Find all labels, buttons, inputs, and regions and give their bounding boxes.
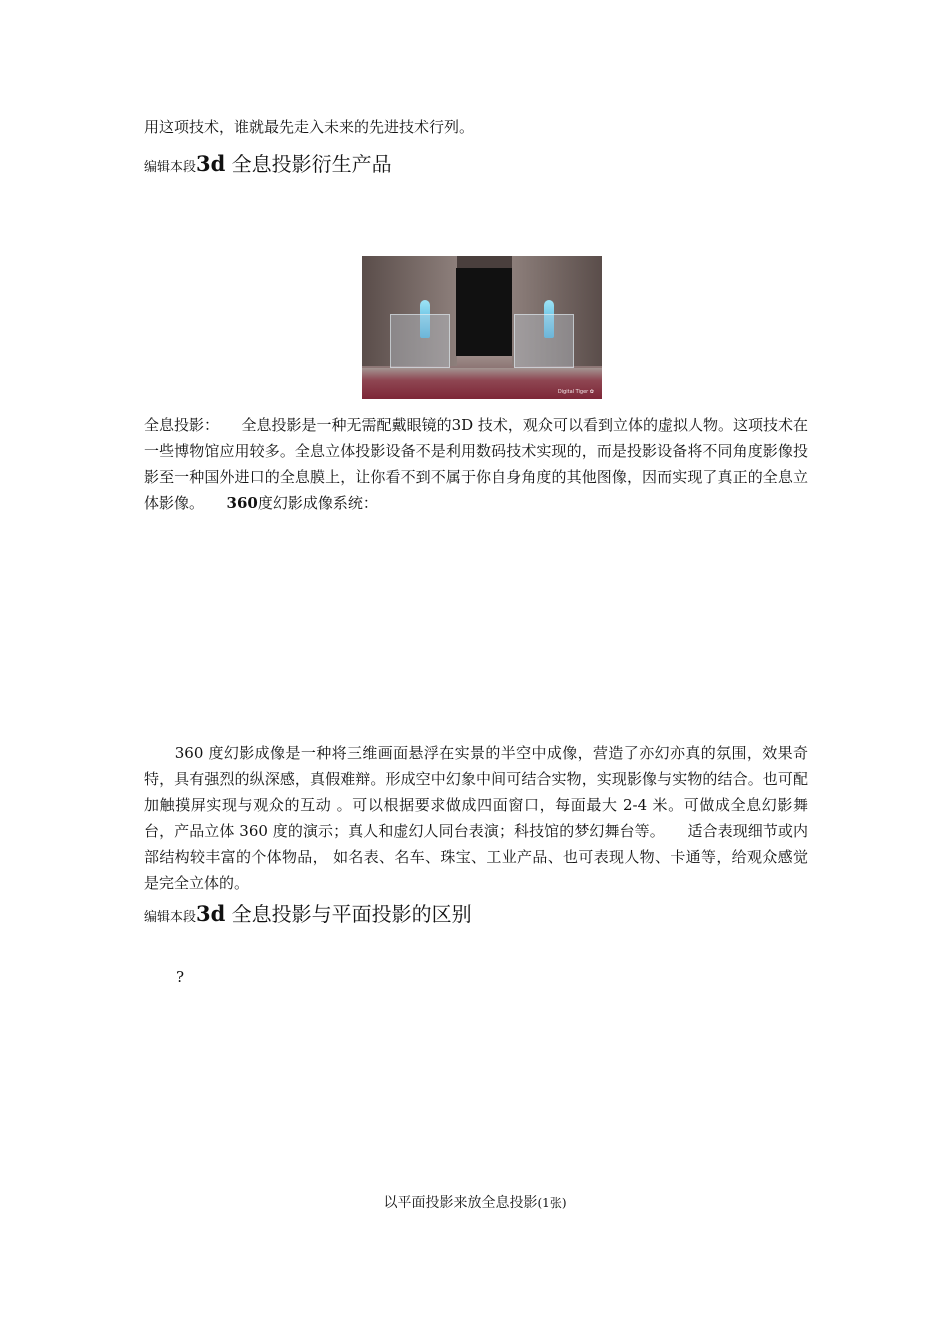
photo-black-curtain [456, 268, 512, 356]
glass-case-left [390, 314, 450, 368]
heading-title: 全息投影与平面投影的区别 [225, 902, 472, 926]
paragraph-tail: 度幻影成像系统： [257, 494, 378, 512]
top-text-line: 用这项技术，谁就最先走入未来的先进技术行列。 [144, 118, 475, 136]
heading-title: 全息投影衍生产品 [225, 152, 392, 176]
section-heading-derivatives [144, 148, 392, 177]
heading-3d-label: 3d [196, 901, 226, 926]
caption-count[interactable]: (1张) [537, 1196, 567, 1210]
paragraph-holographic-projection [144, 412, 808, 516]
photo-watermark-logo: Digital Tiger ✿ [557, 389, 594, 395]
edit-section-label[interactable]: 编辑本段 [144, 160, 197, 175]
section-heading-difference [144, 898, 472, 927]
image-caption[interactable] [0, 1190, 950, 1216]
missing-image-placeholder: ? [176, 968, 185, 986]
caption-text[interactable]: 以平面投影来放全息投影 [383, 1195, 538, 1211]
hologram-exhibit-photo [362, 256, 602, 399]
heading-3d-label: 3d [196, 151, 226, 176]
edit-section-label[interactable]: 编辑本段 [144, 910, 197, 925]
paragraph-360-phantom-imaging: 360 度幻影成像是一种将三维画面悬浮在实景的半空中成像，营造了亦幻亦真的氛围，效果奇特，具有强烈的纵深感，真假难辩。形成空中幻象中间可结合实物，实现影像与实物的结合。也可配加触摸屏实现与观众的互动 。可以根据要求做成四面窗口，每面最大 2-4 米。可做成全息幻影舞台，产品立体 360 度的演示；真人和虚幻人同台表演；科技馆的梦幻舞台等。 适合表现细节或内部结构较丰富的个体物品， 如名表、名车、珠宝、工业产品、也可表现人物、卡通等，给观众感觉是完全立体的。 [144, 744, 808, 892]
paragraph-text: 全息投影： 全息投影是一种无需配戴眼镜的3D 技术，观众可以看到立体的虚拟人物。这项技术在一些博物馆应用较多。全息立体投影设备不是利用数码技术实现的，而是投影设备将不同角度影像投影至一种国外进口的全息膜上，让你看不到不属于你自身角度的其他图像，因而实现了真正的全息立体影像。 [144, 416, 808, 512]
glass-case-right [514, 314, 574, 368]
paragraph-bold-number: 360 [226, 494, 258, 512]
